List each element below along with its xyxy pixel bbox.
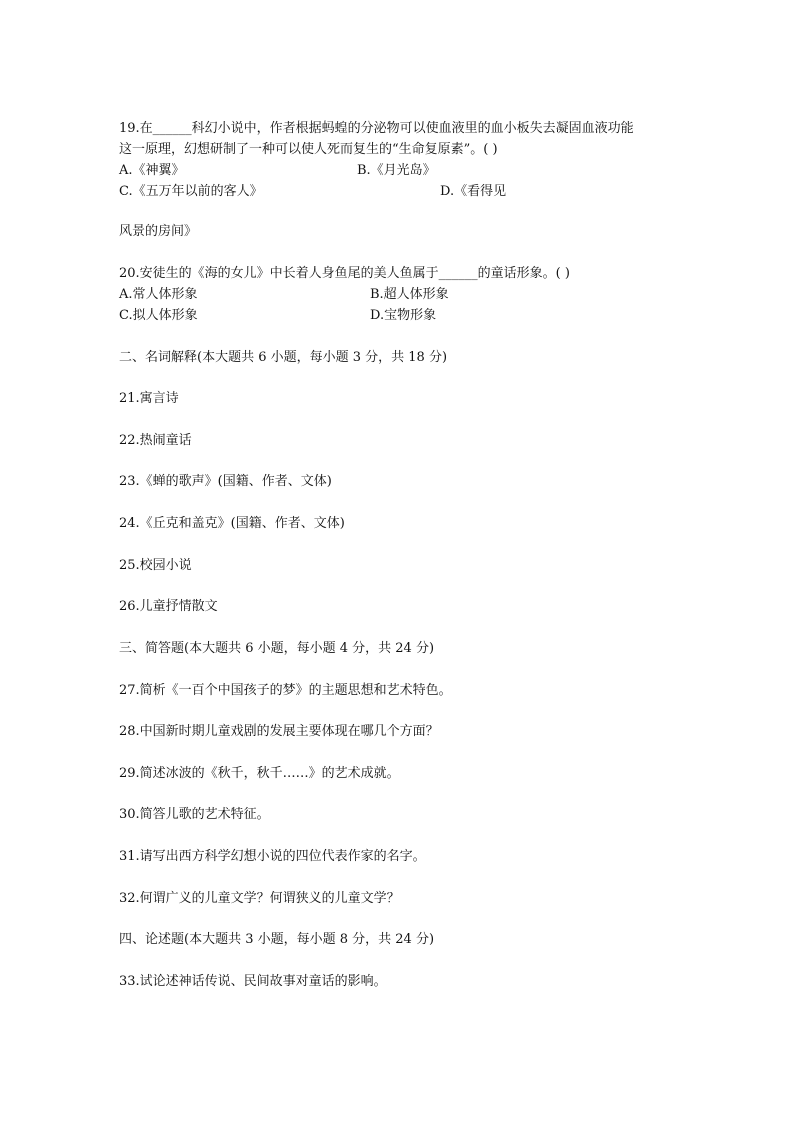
q19-option-d: D.《看得见 — [440, 184, 507, 199]
question-23: 23.《蝉的歌声》(国籍、作者、文体) — [119, 474, 332, 489]
question-31: 31.请写出西方科学幻想小说的四位代表作家的名字。 — [119, 849, 426, 864]
q20-line-1: 20.安徒生的《海的女儿》中长着人身鱼尾的美人鱼属于______的童话形象。( ) — [119, 266, 570, 281]
question-26: 26.儿童抒情散文 — [119, 599, 218, 614]
question-25: 25.校园小说 — [119, 558, 192, 573]
q19-option-b: B.《月光岛》 — [357, 163, 436, 178]
q19-option-a: A.《神翼》 — [119, 163, 185, 178]
question-29: 29.简述冰波的《秋千，秋千……》的艺术成就。 — [119, 766, 400, 781]
q20-option-a: A.常人体形象 — [119, 287, 198, 302]
question-30: 30.简答儿歌的艺术特征。 — [119, 807, 270, 822]
q20-option-c: C.拟人体形象 — [119, 308, 198, 323]
section-3-heading: 三、简答题(本大题共 6 小题，每小题 4 分，共 24 分) — [119, 641, 435, 656]
question-21: 21.寓言诗 — [119, 391, 179, 406]
q20-option-b: B.超人体形象 — [370, 287, 449, 302]
section-4-heading: 四、论述题(本大题共 3 小题，每小题 8 分，共 24 分) — [119, 932, 435, 947]
question-22: 22.热闹童话 — [119, 433, 192, 448]
question-27: 27.简析《一百个中国孩子的梦》的主题思想和艺术特色。 — [119, 683, 452, 698]
question-32: 32.何谓广义的儿童文学？何谓狭义的儿童文学？ — [119, 891, 400, 906]
q20-option-d: D.宝物形象 — [370, 308, 437, 323]
question-28: 28.中国新时期儿童戏剧的发展主要体现在哪几个方面？ — [119, 724, 439, 739]
q19-line-2: 这一原理，幻想研制了一种可以使人死而复生的“生命复原素”。( ) — [119, 142, 498, 157]
q19-option-c: C.《五万年以前的客人》 — [119, 184, 263, 199]
question-33: 33.试论述神话传说、民间故事对童话的影响。 — [119, 974, 387, 989]
q19-option-d-continuation: 风景的房间》 — [119, 224, 198, 239]
q19-line-1: 19.在______科幻小说中，作者根据蚂蝗的分泌物可以使血液里的血小板失去凝固血液功能 — [119, 121, 634, 136]
question-24: 24.《丘克和盖克》(国籍、作者、文体) — [119, 516, 345, 531]
section-2-heading: 二、名词解释(本大题共 6 小题，每小题 3 分，共 18 分) — [119, 350, 448, 365]
